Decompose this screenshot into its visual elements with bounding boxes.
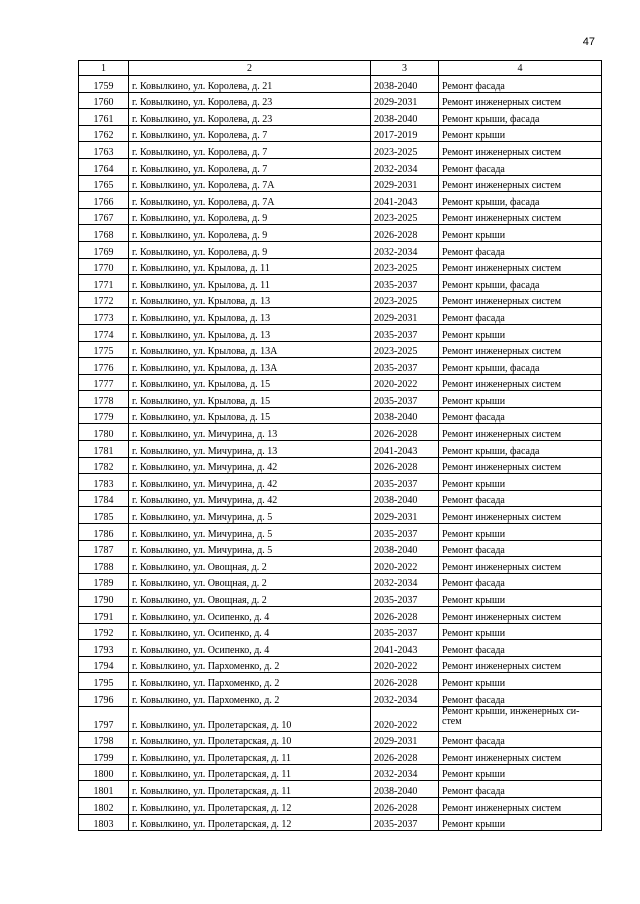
- address-cell: г. Ковылкино, ул. Королева, д. 9: [129, 208, 371, 225]
- row-number: 1786: [79, 524, 129, 541]
- period-cell: 2026-2028: [371, 607, 439, 624]
- row-number: 1770: [79, 258, 129, 275]
- table-row: [79, 76, 602, 93]
- address-cell: г. Ковылкино, ул. Крылова, д. 13А: [129, 341, 371, 358]
- table-row: [79, 109, 602, 126]
- row-number: 1776: [79, 358, 129, 375]
- address-cell: г. Ковылкино, ул. Осипенко, д. 4: [129, 623, 371, 640]
- table-row: [79, 706, 602, 731]
- period-cell: 2032-2034: [371, 764, 439, 781]
- work-type-cell: Ремонт фасада: [439, 689, 602, 706]
- row-number: 1781: [79, 441, 129, 458]
- table-row: [79, 590, 602, 607]
- work-type-cell: Ремонт инженерных систем: [439, 92, 602, 109]
- column-header-1: 1: [79, 61, 129, 76]
- row-number: 1772: [79, 291, 129, 308]
- address-cell: г. Ковылкино, ул. Мичурина, д. 13: [129, 424, 371, 441]
- row-number: 1790: [79, 590, 129, 607]
- work-type-cell: Ремонт инженерных систем: [439, 507, 602, 524]
- table-row: [79, 607, 602, 624]
- address-cell: г. Ковылкино, ул. Крылова, д. 15: [129, 391, 371, 408]
- period-cell: 2026-2028: [371, 424, 439, 441]
- work-type-cell: Ремонт фасада: [439, 490, 602, 507]
- work-type-cell: Ремонт крыши: [439, 125, 602, 142]
- row-number: 1762: [79, 125, 129, 142]
- row-number: 1792: [79, 623, 129, 640]
- table-row: [79, 573, 602, 590]
- table-row: [79, 441, 602, 458]
- work-type-cell: Ремонт инженерных систем: [439, 424, 602, 441]
- table-row: [79, 640, 602, 657]
- period-cell: 2038-2040: [371, 540, 439, 557]
- repair-schedule-table: [78, 60, 602, 831]
- address-cell: г. Ковылкино, ул. Пролетарская, д. 12: [129, 814, 371, 831]
- table-row: [79, 92, 602, 109]
- row-number: 1788: [79, 557, 129, 574]
- work-type-cell: Ремонт инженерных систем: [439, 557, 602, 574]
- address-cell: г. Ковылкино, ул. Мичурина, д. 42: [129, 457, 371, 474]
- address-cell: г. Ковылкино, ул. Пархоменко, д. 2: [129, 673, 371, 690]
- table-row: [79, 374, 602, 391]
- period-cell: 2029-2031: [371, 507, 439, 524]
- work-type-cell: Ремонт крыши, фасада: [439, 358, 602, 375]
- address-cell: г. Ковылкино, ул. Крылова, д. 11: [129, 275, 371, 292]
- row-number: 1795: [79, 673, 129, 690]
- work-type-cell: Ремонт крыши: [439, 391, 602, 408]
- period-cell: 2026-2028: [371, 748, 439, 765]
- period-cell: 2029-2031: [371, 308, 439, 325]
- work-type-cell: Ремонт инженерных систем: [439, 258, 602, 275]
- table-row: [79, 781, 602, 798]
- work-type-cell: Ремонт инженерных систем: [439, 797, 602, 814]
- period-cell: 2032-2034: [371, 573, 439, 590]
- period-cell: 2020-2022: [371, 557, 439, 574]
- row-number: 1800: [79, 764, 129, 781]
- work-type-cell: Ремонт фасада: [439, 731, 602, 748]
- table-row: [79, 540, 602, 557]
- address-cell: г. Ковылкино, ул. Мичурина, д. 5: [129, 524, 371, 541]
- row-number: 1777: [79, 374, 129, 391]
- address-cell: г. Ковылкино, ул. Крылова, д. 11: [129, 258, 371, 275]
- address-cell: г. Ковылкино, ул. Королева, д. 7: [129, 142, 371, 159]
- period-cell: 2029-2031: [371, 92, 439, 109]
- table-row: [79, 407, 602, 424]
- row-number: 1801: [79, 781, 129, 798]
- table-row: [79, 341, 602, 358]
- address-cell: г. Ковылкино, ул. Мичурина, д. 5: [129, 540, 371, 557]
- table-row: [79, 524, 602, 541]
- address-cell: г. Ковылкино, ул. Королева, д. 23: [129, 92, 371, 109]
- work-type-cell: Ремонт инженерных систем: [439, 374, 602, 391]
- row-number: 1774: [79, 324, 129, 341]
- period-cell: 2035-2037: [371, 524, 439, 541]
- period-cell: 2041-2043: [371, 640, 439, 657]
- address-cell: г. Ковылкино, ул. Крылова, д. 13: [129, 324, 371, 341]
- period-cell: 2017-2019: [371, 125, 439, 142]
- page-number: 47: [582, 36, 595, 48]
- period-cell: 2035-2037: [371, 358, 439, 375]
- address-cell: г. Ковылкино, ул. Королева, д. 7А: [129, 175, 371, 192]
- period-cell: 2035-2037: [371, 275, 439, 292]
- row-number: 1779: [79, 407, 129, 424]
- address-cell: г. Ковылкино, ул. Крылова, д. 13А: [129, 358, 371, 375]
- table-row: [79, 158, 602, 175]
- work-type-cell: Ремонт крыши, фасада: [439, 109, 602, 126]
- row-number: 1764: [79, 158, 129, 175]
- row-number: 1775: [79, 341, 129, 358]
- work-type-cell: Ремонт фасада: [439, 573, 602, 590]
- work-type-cell: Ремонт фасада: [439, 540, 602, 557]
- period-cell: 2032-2034: [371, 158, 439, 175]
- address-cell: г. Ковылкино, ул. Овощная, д. 2: [129, 590, 371, 607]
- row-number: 1761: [79, 109, 129, 126]
- work-type-cell: Ремонт крыши: [439, 474, 602, 491]
- period-cell: 2020-2022: [371, 706, 439, 731]
- address-cell: г. Ковылкино, ул. Мичурина, д. 42: [129, 490, 371, 507]
- work-type-cell: Ремонт фасада: [439, 241, 602, 258]
- row-number: 1783: [79, 474, 129, 491]
- row-number: 1787: [79, 540, 129, 557]
- address-cell: г. Ковылкино, ул. Крылова, д. 13: [129, 291, 371, 308]
- work-type-cell: Ремонт крыши: [439, 524, 602, 541]
- address-cell: г. Ковылкино, ул. Мичурина, д. 5: [129, 507, 371, 524]
- row-number: 1765: [79, 175, 129, 192]
- work-type-cell: Ремонт фасада: [439, 407, 602, 424]
- table-row: [79, 507, 602, 524]
- table-row: [79, 490, 602, 507]
- table-row: [79, 308, 602, 325]
- address-cell: г. Ковылкино, ул. Королева, д. 7: [129, 125, 371, 142]
- row-number: 1760: [79, 92, 129, 109]
- address-cell: г. Ковылкино, ул. Королева, д. 9: [129, 225, 371, 242]
- row-number: 1784: [79, 490, 129, 507]
- address-cell: г. Ковылкино, ул. Пролетарская, д. 10: [129, 731, 371, 748]
- work-type-cell: Ремонт инженерных систем: [439, 457, 602, 474]
- address-cell: г. Ковылкино, ул. Осипенко, д. 4: [129, 640, 371, 657]
- period-cell: 2035-2037: [371, 623, 439, 640]
- work-type-cell: Ремонт крыши: [439, 590, 602, 607]
- work-type-cell: Ремонт фасада: [439, 76, 602, 93]
- work-type-cell: Ремонт инженерных систем: [439, 656, 602, 673]
- period-cell: 2032-2034: [371, 689, 439, 706]
- table-row: [79, 142, 602, 159]
- address-cell: г. Ковылкино, ул. Крылова, д. 15: [129, 374, 371, 391]
- table-row: [79, 125, 602, 142]
- period-cell: 2035-2037: [371, 474, 439, 491]
- period-cell: 2038-2040: [371, 76, 439, 93]
- row-number: 1771: [79, 275, 129, 292]
- period-cell: 2023-2025: [371, 142, 439, 159]
- address-cell: г. Ковылкино, ул. Крылова, д. 13: [129, 308, 371, 325]
- address-cell: г. Ковылкино, ул. Осипенко, д. 4: [129, 607, 371, 624]
- period-cell: 2029-2031: [371, 731, 439, 748]
- table-row: [79, 748, 602, 765]
- row-number: 1763: [79, 142, 129, 159]
- row-number: 1794: [79, 656, 129, 673]
- address-cell: г. Ковылкино, ул. Мичурина, д. 42: [129, 474, 371, 491]
- table-row: [79, 175, 602, 192]
- work-type-cell: Ремонт инженерных систем: [439, 748, 602, 765]
- work-type-cell: Ремонт инженерных систем: [439, 208, 602, 225]
- address-cell: г. Ковылкино, ул. Пролетарская, д. 10: [129, 706, 371, 731]
- table-row: [79, 275, 602, 292]
- work-type-cell: Ремонт крыши, фасада: [439, 275, 602, 292]
- table-row: [79, 258, 602, 275]
- address-cell: г. Ковылкино, ул. Пролетарская, д. 11: [129, 748, 371, 765]
- period-cell: 2041-2043: [371, 192, 439, 209]
- work-type-cell: Ремонт крыши: [439, 324, 602, 341]
- address-cell: г. Ковылкино, ул. Крылова, д. 15: [129, 407, 371, 424]
- address-cell: г. Ковылкино, ул. Королева, д. 21: [129, 76, 371, 93]
- work-type-cell: Ремонт инженерных систем: [439, 291, 602, 308]
- period-cell: 2026-2028: [371, 673, 439, 690]
- work-type-cell: Ремонт крыши: [439, 814, 602, 831]
- table-row: [79, 291, 602, 308]
- period-cell: 2038-2040: [371, 781, 439, 798]
- table-row: [79, 358, 602, 375]
- period-cell: 2032-2034: [371, 241, 439, 258]
- work-type-cell: Ремонт фасада: [439, 158, 602, 175]
- period-cell: 2023-2025: [371, 341, 439, 358]
- table-row: [79, 241, 602, 258]
- address-cell: г. Ковылкино, ул. Овощная, д. 2: [129, 557, 371, 574]
- table-row: [79, 457, 602, 474]
- row-number: 1796: [79, 689, 129, 706]
- row-number: 1799: [79, 748, 129, 765]
- work-type-cell: Ремонт фасада: [439, 640, 602, 657]
- row-number: 1803: [79, 814, 129, 831]
- row-number: 1766: [79, 192, 129, 209]
- row-number: 1797: [79, 706, 129, 731]
- table-row: [79, 764, 602, 781]
- period-cell: 2035-2037: [371, 391, 439, 408]
- period-cell: 2020-2022: [371, 374, 439, 391]
- row-number: 1780: [79, 424, 129, 441]
- table-header-row: [79, 61, 602, 76]
- address-cell: г. Ковылкино, ул. Королева, д. 9: [129, 241, 371, 258]
- address-cell: г. Ковылкино, ул. Пролетарская, д. 11: [129, 781, 371, 798]
- table-row: [79, 623, 602, 640]
- row-number: 1773: [79, 308, 129, 325]
- period-cell: 2026-2028: [371, 457, 439, 474]
- address-cell: г. Ковылкино, ул. Пролетарская, д. 11: [129, 764, 371, 781]
- row-number: 1785: [79, 507, 129, 524]
- row-number: 1791: [79, 607, 129, 624]
- address-cell: г. Ковылкино, ул. Мичурина, д. 13: [129, 441, 371, 458]
- table-row: [79, 208, 602, 225]
- row-number: 1793: [79, 640, 129, 657]
- column-header-2: 2: [129, 61, 371, 76]
- period-cell: 2029-2031: [371, 175, 439, 192]
- work-type-cell: Ремонт крыши, инженерных си-стем: [439, 706, 602, 731]
- row-number: 1782: [79, 457, 129, 474]
- period-cell: 2038-2040: [371, 490, 439, 507]
- work-type-cell: Ремонт крыши: [439, 673, 602, 690]
- row-number: 1778: [79, 391, 129, 408]
- address-cell: г. Ковылкино, ул. Королева, д. 7А: [129, 192, 371, 209]
- row-number: 1798: [79, 731, 129, 748]
- row-number: 1767: [79, 208, 129, 225]
- table-row: [79, 814, 602, 831]
- table-row: [79, 557, 602, 574]
- work-type-cell: Ремонт крыши, фасада: [439, 192, 602, 209]
- work-type-cell: Ремонт крыши: [439, 623, 602, 640]
- work-type-cell: Ремонт крыши: [439, 225, 602, 242]
- work-type-cell: Ремонт инженерных систем: [439, 341, 602, 358]
- period-cell: 2026-2028: [371, 225, 439, 242]
- work-type-cell: Ремонт инженерных систем: [439, 607, 602, 624]
- table-row: [79, 474, 602, 491]
- work-type-cell: Ремонт инженерных систем: [439, 142, 602, 159]
- period-cell: 2041-2043: [371, 441, 439, 458]
- row-number: 1768: [79, 225, 129, 242]
- row-number: 1769: [79, 241, 129, 258]
- period-cell: 2023-2025: [371, 258, 439, 275]
- column-header-4: 4: [439, 61, 602, 76]
- period-cell: 2023-2025: [371, 291, 439, 308]
- table-row: [79, 225, 602, 242]
- period-cell: 2020-2022: [371, 656, 439, 673]
- work-type-cell: Ремонт крыши: [439, 764, 602, 781]
- work-type-cell: Ремонт фасада: [439, 308, 602, 325]
- period-cell: 2023-2025: [371, 208, 439, 225]
- period-cell: 2026-2028: [371, 797, 439, 814]
- work-type-cell: Ремонт крыши, фасада: [439, 441, 602, 458]
- table-row: [79, 731, 602, 748]
- period-cell: 2035-2037: [371, 324, 439, 341]
- address-cell: г. Ковылкино, ул. Королева, д. 7: [129, 158, 371, 175]
- column-header-3: 3: [371, 61, 439, 76]
- period-cell: 2035-2037: [371, 590, 439, 607]
- address-cell: г. Ковылкино, ул. Королева, д. 23: [129, 109, 371, 126]
- table-row: [79, 673, 602, 690]
- row-number: 1789: [79, 573, 129, 590]
- table-row: [79, 689, 602, 706]
- table-body: [79, 76, 602, 831]
- table-row: [79, 324, 602, 341]
- table-row: [79, 391, 602, 408]
- period-cell: 2035-2037: [371, 814, 439, 831]
- address-cell: г. Ковылкино, ул. Овощная, д. 2: [129, 573, 371, 590]
- address-cell: г. Ковылкино, ул. Пролетарская, д. 12: [129, 797, 371, 814]
- row-number: 1802: [79, 797, 129, 814]
- table-row: [79, 424, 602, 441]
- table-row: [79, 192, 602, 209]
- period-cell: 2038-2040: [371, 407, 439, 424]
- work-type-cell: Ремонт фасада: [439, 781, 602, 798]
- table-row: [79, 656, 602, 673]
- work-type-cell: Ремонт инженерных систем: [439, 175, 602, 192]
- address-cell: г. Ковылкино, ул. Пархоменко, д. 2: [129, 689, 371, 706]
- table-row: [79, 797, 602, 814]
- address-cell: г. Ковылкино, ул. Пархоменко, д. 2: [129, 656, 371, 673]
- row-number: 1759: [79, 76, 129, 93]
- period-cell: 2038-2040: [371, 109, 439, 126]
